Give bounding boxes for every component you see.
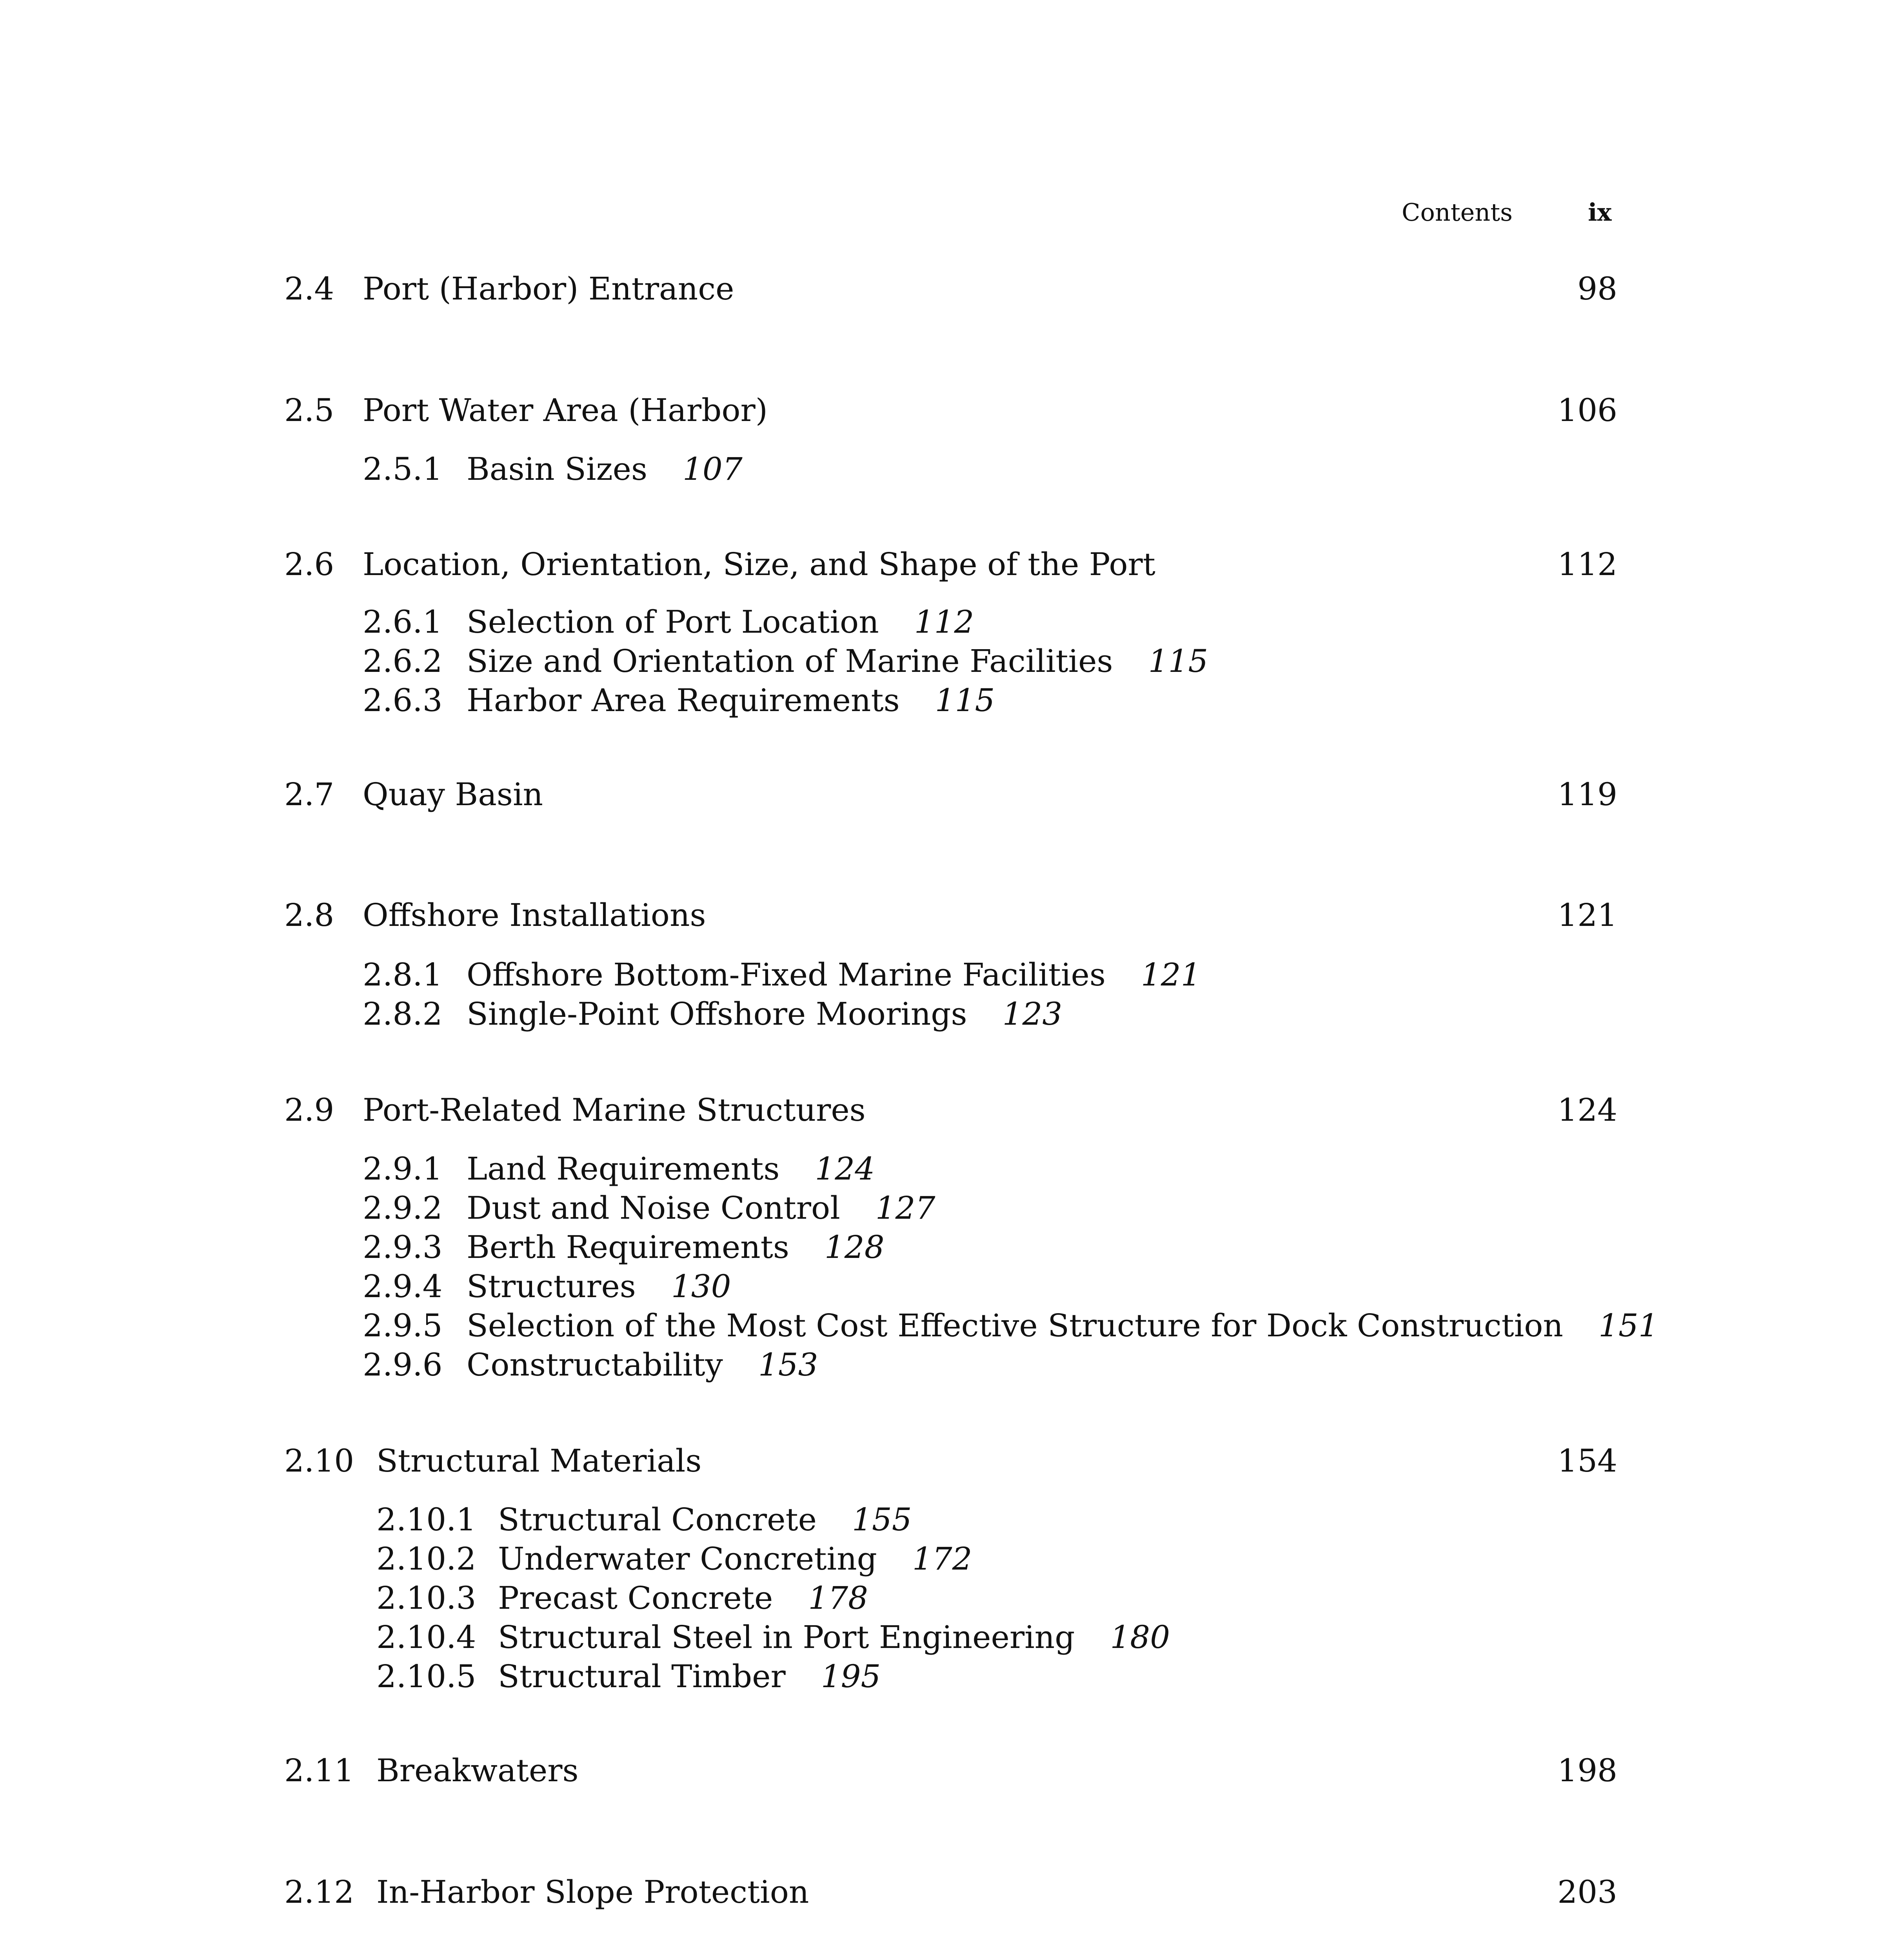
- toc-subsection[interactable]: [363, 996, 1062, 1032]
- section-number: 2.10: [284, 1443, 354, 1479]
- section-number: 2.12: [284, 1874, 354, 1910]
- subsection-title: Structural Steel in Port Engineering: [498, 1619, 1075, 1655]
- section-title: Port Water Area (Harbor): [363, 392, 768, 428]
- section-page-number: 198: [1557, 1752, 1617, 1789]
- subsection-page-number: 151: [1598, 1307, 1658, 1344]
- subsection-page-number: 155: [852, 1501, 912, 1538]
- section-page-number: 106: [1557, 392, 1617, 428]
- subsection-page-number: 115: [1148, 643, 1208, 679]
- subsection-page-number: 195: [821, 1658, 881, 1695]
- subsection-title: Size and Orientation of Marine Facilities: [467, 643, 1113, 679]
- section-title: Port (Harbor) Entrance: [363, 270, 734, 307]
- subsection-page-number: 112: [914, 604, 974, 640]
- section-number: 2.8: [284, 897, 334, 933]
- subsection-number: 2.10.2: [376, 1541, 476, 1577]
- toc-subsection[interactable]: [363, 451, 743, 487]
- subsection-page-number: 121: [1141, 956, 1201, 993]
- toc-subsection[interactable]: [363, 604, 974, 640]
- toc-subsection[interactable]: [376, 1619, 1170, 1655]
- subsection-number: 2.9.5: [363, 1307, 443, 1344]
- section-number: 2.7: [284, 776, 334, 813]
- toc-subsection[interactable]: [363, 956, 1201, 993]
- subsection-number: 2.8.2: [363, 996, 443, 1032]
- subsection-number: 2.9.2: [363, 1190, 443, 1226]
- section-title: In-Harbor Slope Protection: [376, 1874, 809, 1910]
- toc-subsection[interactable]: [363, 643, 1208, 679]
- section-number: 2.11: [284, 1752, 354, 1789]
- header-page-number: ix: [1588, 198, 1612, 227]
- subsection-number: 2.6.2: [363, 643, 443, 679]
- toc-subsection[interactable]: [376, 1580, 868, 1616]
- toc-subsection[interactable]: [363, 682, 995, 719]
- toc-subsection[interactable]: [363, 1347, 818, 1383]
- section-page-number: 154: [1557, 1443, 1617, 1479]
- subsection-title: Constructability: [467, 1347, 723, 1383]
- subsection-title: Land Requirements: [467, 1151, 780, 1187]
- toc-subsection[interactable]: [363, 1268, 731, 1305]
- subsection-page-number: 172: [912, 1541, 972, 1577]
- section-page-number: 121: [1557, 897, 1617, 933]
- subsection-number: 2.6.1: [363, 604, 443, 640]
- section-title: Location, Orientation, Size, and Shape of the Port: [363, 546, 1155, 583]
- subsection-number: 2.9.4: [363, 1268, 443, 1305]
- subsection-page-number: 123: [1002, 996, 1063, 1032]
- subsection-page-number: 180: [1110, 1619, 1170, 1655]
- subsection-title: Basin Sizes: [467, 451, 648, 487]
- subsection-page-number: 178: [808, 1580, 868, 1616]
- subsection-number: 2.9.6: [363, 1347, 443, 1383]
- subsection-page-number: 124: [815, 1151, 875, 1187]
- subsection-page-number: 115: [935, 682, 995, 719]
- subsection-number: 2.9.3: [363, 1229, 443, 1265]
- section-title: Structural Materials: [376, 1443, 702, 1479]
- toc-subsection[interactable]: [376, 1501, 912, 1538]
- subsection-title: Structural Timber: [498, 1658, 786, 1695]
- subsection-number: 2.10.3: [376, 1580, 476, 1616]
- subsection-title: Berth Requirements: [467, 1229, 789, 1265]
- subsection-title: Selection of the Most Cost Effective Structure for Dock Construction: [467, 1307, 1563, 1344]
- subsection-page-number: 128: [824, 1229, 885, 1265]
- toc-subsection[interactable]: [363, 1307, 1658, 1344]
- subsection-title: Selection of Port Location: [467, 604, 879, 640]
- subsection-page-number: 130: [671, 1268, 731, 1305]
- section-title: Offshore Installations: [363, 897, 706, 933]
- toc-subsection[interactable]: [363, 1190, 935, 1226]
- section-number: 2.4: [284, 270, 334, 307]
- subsection-title: Underwater Concreting: [498, 1541, 877, 1577]
- toc-subsection[interactable]: [376, 1541, 972, 1577]
- section-number: 2.5: [284, 392, 334, 428]
- subsection-number: 2.10.5: [376, 1658, 476, 1695]
- section-page-number: 203: [1557, 1874, 1617, 1910]
- subsection-number: 2.5.1: [363, 451, 443, 487]
- header-label: Contents: [1402, 198, 1513, 227]
- section-page-number: 112: [1557, 546, 1617, 583]
- section-number: 2.6: [284, 546, 334, 583]
- subsection-page-number: 153: [758, 1347, 818, 1383]
- section-title: Breakwaters: [376, 1752, 579, 1789]
- subsection-number: 2.8.1: [363, 956, 443, 993]
- section-page-number: 124: [1557, 1092, 1617, 1128]
- subsection-title: Precast Concrete: [498, 1580, 773, 1616]
- subsection-page-number: 127: [875, 1190, 935, 1226]
- subsection-number: 2.9.1: [363, 1151, 443, 1187]
- subsection-title: Dust and Noise Control: [467, 1190, 840, 1226]
- subsection-page-number: 107: [683, 451, 743, 487]
- subsection-title: Single-Point Offshore Moorings: [467, 996, 967, 1032]
- toc-subsection[interactable]: [363, 1151, 875, 1187]
- toc-subsection[interactable]: [376, 1658, 881, 1695]
- subsection-title: Harbor Area Requirements: [467, 682, 900, 719]
- section-number: 2.9: [284, 1092, 334, 1128]
- toc-subsection[interactable]: [363, 1229, 885, 1265]
- subsection-title: Structures: [467, 1268, 636, 1305]
- section-title: Port-Related Marine Structures: [363, 1092, 866, 1128]
- section-page-number: 119: [1557, 776, 1617, 813]
- subsection-number: 2.10.4: [376, 1619, 476, 1655]
- subsection-title: Structural Concrete: [498, 1501, 817, 1538]
- section-title: Quay Basin: [363, 776, 543, 813]
- subsection-number: 2.6.3: [363, 682, 443, 719]
- subsection-title: Offshore Bottom-Fixed Marine Facilities: [467, 956, 1106, 993]
- section-page-number: 98: [1577, 270, 1617, 307]
- subsection-number: 2.10.1: [376, 1501, 476, 1538]
